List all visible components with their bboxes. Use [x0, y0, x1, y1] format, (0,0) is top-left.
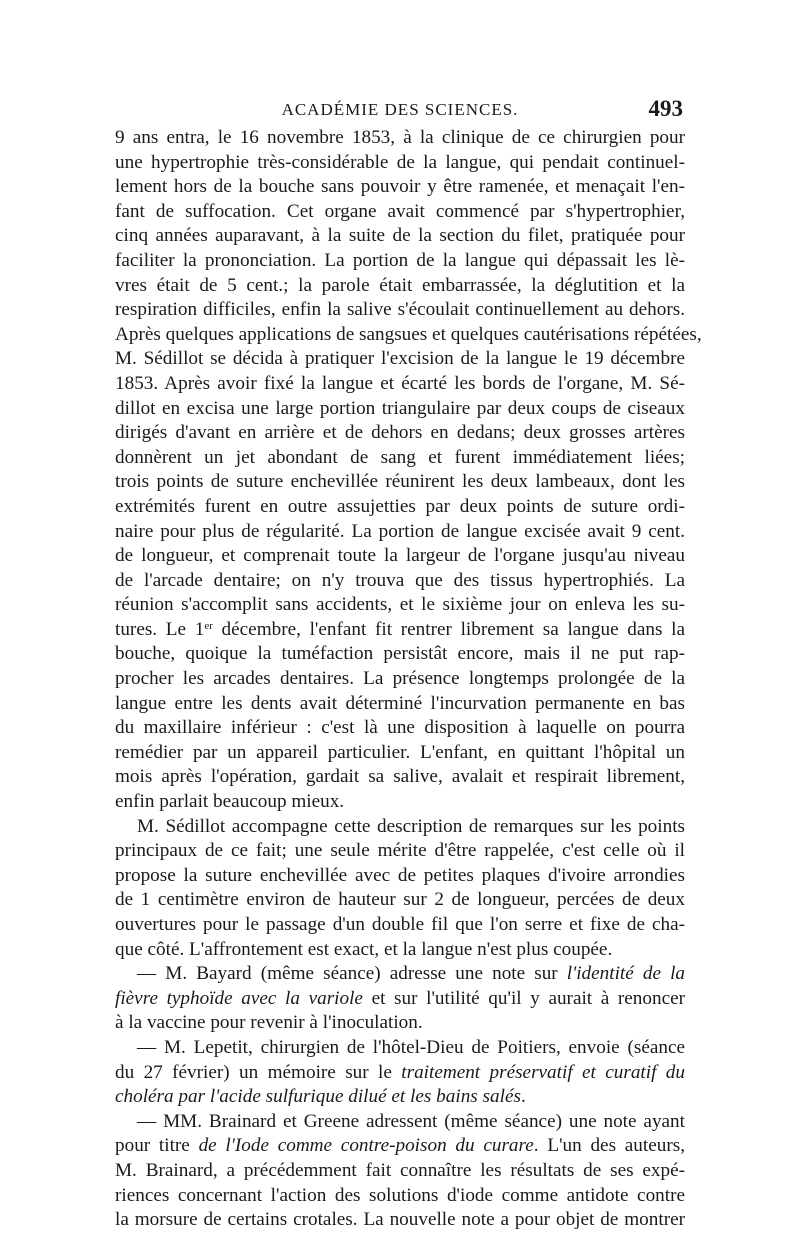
text-line: mois après l'opération, gardait sa salive, avalait et respirait librement, — [115, 766, 685, 788]
text-line: procher les arcades dentaires. La présence longtemps prolongée de la — [115, 668, 685, 690]
text-segment: — M. Bayard (même séance) adresse une note sur — [137, 963, 567, 985]
text-line: remédier par un appareil particulier. L'enfant, en quittant l'hôpital un — [115, 741, 685, 763]
running-title: ACADÉMIE DES SCIENCES. — [281, 100, 519, 119]
text-line: 9 ans entra, le 16 novembre 1853, à la clinique de ce chirurgien pour — [115, 127, 685, 148]
title-italic: choléra par l'acide sulfurique dilué et les bains salés — [115, 1086, 521, 1108]
text-line: riences concernant l'action des solutions d'iode comme antidote contre — [115, 1184, 685, 1206]
text-line: bouche, quoique la tuméfaction persistât encore, mais il ne put rap- — [115, 643, 685, 665]
text-segment: pour titre — [115, 1135, 199, 1157]
text-line: ouvertures pour le passage d'un double fil que l'on serre et fixe de cha- — [115, 914, 685, 935]
text-line: donnèrent un jet abondant de sang et furent immédiatement liées; — [115, 446, 685, 468]
paragraph-brainard-greene — [115, 1110, 685, 1233]
text-line: principaux de ce fait; une seule mérite d'être rappelée, c'est celle où il — [115, 840, 685, 862]
text-line: langue entre les dents avait déterminé l'incurvation permanente en bas — [115, 692, 685, 714]
page-body — [115, 126, 702, 1233]
text-line — [115, 1134, 685, 1159]
text-segment: et sur l'utilité qu'il y aurait à renoncer — [362, 987, 685, 1009]
text-line — [115, 1085, 685, 1110]
text-line: naire pour plus de régularité. La portion de langue excisée avait 9 cent. — [115, 520, 685, 542]
text-line: dirigés d'avant en arrière et de dehors en dedans; deux grosses artères — [115, 422, 685, 444]
text-line: propose la suture enchevillée avec de petites plaques d'ivoire arrondies — [115, 864, 685, 886]
paragraph-sedillot-remarks — [115, 815, 685, 963]
text-line: fant de suffocation. Cet organe avait commencé par s'hypertrophier, — [115, 200, 685, 222]
text-line: trois points de suture enchevillée réunirent les deux lambeaux, dont les — [115, 471, 685, 493]
text-line: la morsure de certains crotales. La nouvelle note a pour objet de montrer — [115, 1209, 685, 1231]
text-line — [115, 618, 685, 643]
page-number: 493 — [648, 96, 683, 121]
text-line: faciliter la prononciation. La portion de la langue qui dépassait les lè- — [115, 249, 685, 271]
text-line: une hypertrophie très-considérable de la langue, qui pendait continuel- — [115, 151, 685, 173]
title-italic: traitement préservatif et curatif du — [401, 1061, 685, 1083]
text-line: du maxillaire inférieur : c'est là une disposition à laquelle on pourra — [115, 717, 685, 739]
text-line: de 1 centimètre environ de hauteur sur 2 de longueur, percées de deux — [115, 889, 685, 911]
text-line: cinq années auparavant, à la suite de la section du filet, pratiquée pour — [115, 225, 685, 247]
text-line: réunion s'accomplit sans accidents, et le sixième jour on enleva les su- — [115, 594, 685, 616]
text-line: dillot en excisa une large portion triangulaire par deux coups de ciseaux — [115, 397, 685, 419]
text-line: de l'arcade dentaire; on n'y trouva que des tissus hypertrophiés. La — [115, 569, 685, 591]
text-line: extrémités furent en outre assujetties par deux points de suture ordi- — [115, 495, 685, 517]
paragraph-lepetit — [115, 1036, 685, 1110]
text-line: de longueur, et comprenait toute la largeur de l'organe jusqu'au niveau — [115, 545, 685, 567]
text-segment: tures. Le 1 — [115, 618, 205, 640]
title-italic: l'identité de la — [566, 963, 685, 985]
text-line: à la vaccine pour revenir à l'inoculation. — [115, 1012, 423, 1034]
text-segment: . — [520, 1086, 526, 1108]
text-line: — M. Lepetit, chirurgien de l'hôtel-Dieu de Poitiers, envoie (séance — [137, 1036, 685, 1058]
text-segment: du 27 février) un mémoire sur le — [115, 1061, 402, 1083]
text-line: que côté. L'affrontement est exact, et la langue n'est plus coupée. — [115, 938, 613, 960]
text-segment: décembre, l'enfant fit rentrer librement sa langue dans la — [212, 618, 685, 640]
text-line: M. Sédillot se décida à pratiquer l'excision de la langue le 19 décembre — [115, 348, 685, 370]
text-segment: . L'un des auteurs, — [533, 1135, 685, 1157]
text-line — [115, 1061, 685, 1086]
paragraph-sedillot-case — [115, 126, 702, 815]
title-italic: fièvre typhoïde avec la variole — [115, 987, 363, 1009]
title-italic: de l'Iode comme contre-poison du curare — [198, 1135, 534, 1157]
text-line: 1853. Après avoir fixé la langue et écarté les bords de l'organe, M. Sé- — [115, 372, 685, 394]
page-header — [115, 96, 685, 126]
superscript: er — [204, 619, 213, 632]
text-line: respiration difficiles, enfin la salive s'écoulait continuellement au dehors. — [115, 299, 685, 321]
text-line: vres était de 5 cent.; la parole était embarrassée, la déglutition et la — [115, 274, 685, 296]
text-line — [115, 962, 685, 987]
text-line — [115, 987, 685, 1012]
text-line: M. Sédillot accompagne cette description de remarques sur les points — [137, 815, 685, 837]
text-line: lement hors de la bouche sans pouvoir y être ramenée, et menaçait l'en- — [115, 176, 685, 198]
text-line: enfin parlait beaucoup mieux. — [115, 791, 345, 813]
text-line: M. Brainard, a précédemment fait connaître les résultats de ses expé- — [115, 1159, 685, 1181]
text-line: — MM. Brainard et Greene adressent (même séance) une note ayant — [137, 1110, 685, 1132]
text-line: Après quelques applications de sangsues et quelques cautérisations répétées, — [115, 323, 702, 345]
paragraph-bayard — [115, 962, 685, 1036]
